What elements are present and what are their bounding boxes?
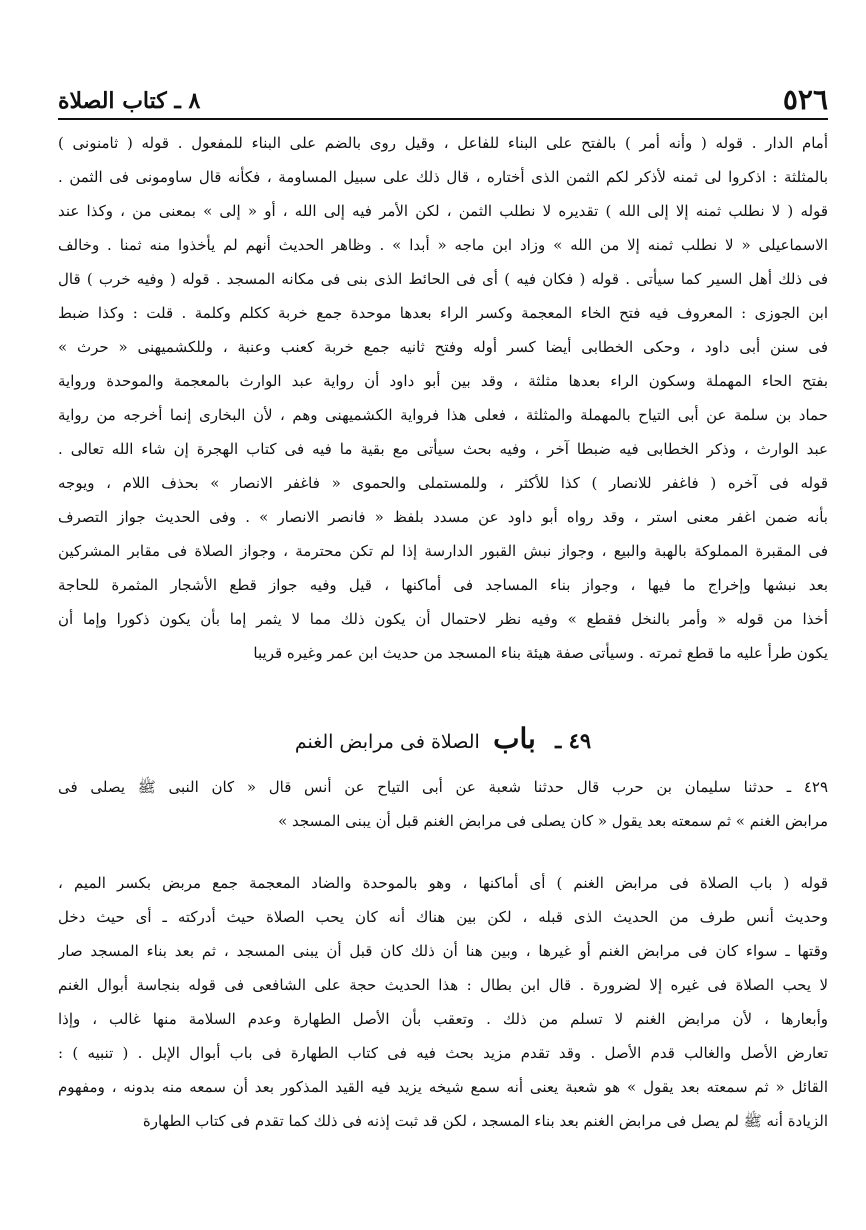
text-line: وحديث أنس طرف من الحديث الذى قبله ، لكن بين هناك أنه كان يحب الصلاة حيث أدركته ـ أى حيث دخل <box>58 908 828 926</box>
text-line: قوله ( لا نطلب ثمنه إلا إلى الله ) تقديره لا نطلب الثمن ، لكن الأمر فيه إلى الله ، أو « إلى » بمعنى من ، وكذا عند <box>58 202 828 220</box>
text-line: بالمثلثة : اذكروا لى ثمنه لأذكر لكم الثمن الذى أختاره ، قال ذلك على سبيل المساومة ، فكأنه قال ساومونى فى الثمن . <box>58 168 828 186</box>
text-line: وأبعارها ، لأن مرابض الغنم لا تسلم من ذلك . وتعقب بأن الأصل الطهارة وعدم السلامة منها غالب ، وإذا <box>58 1010 828 1028</box>
commentary-block-1 <box>58 126 828 670</box>
text-line: بفتح الحاء المهملة وسكون الراء بعدها مثلثة ، وقد بين أبو داود أن رواية عبد الوارث بالمعجمة والموحدة ورواية <box>58 372 828 390</box>
text-line: بعد نبشها وإخراج ما فيها ، وجواز بناء المساجد فى أماكنها ، قيل وفيه جواز قطع الأشجار المثمرة للحاجة <box>58 576 828 594</box>
text-line: القائل « ثم سمعته بعد يقول » هو شعبة يعنى أنه سمع شيخه يزيد فيه القيد المذكور بعد أن سمعه منه بدونه ، ومفهوم <box>58 1078 828 1096</box>
commentary-block-2 <box>58 866 828 1138</box>
hadith-block <box>58 770 828 838</box>
text-line: فى المقبرة المملوكة بالهبة والبيع ، وجواز نبش القبور الدارسة إذا لم تكن محترمة ، وجواز الصلاة فى مقابر المشركين <box>58 542 828 560</box>
text-line: ابن الجوزى : المعروف فيه فتح الخاء المعجمة وكسر الراء بعدها موحدة جمع خربة ككلم وكلمة . قلت : وكذا ضبط <box>58 304 828 322</box>
running-title: ٨ ـ كتاب الصلاة <box>58 88 201 114</box>
text-line: فى سنن أبى داود ، وحكى الخطابى أيضا كسر أوله وفتح ثانيه جمع خربة كعنب وعنبة ، وللكشميهنى « حرث » <box>58 338 828 356</box>
page-number: ٥٢٦ <box>782 83 828 116</box>
text-line: لا يحب الصلاة فى غيره إلا لضرورة . قال ابن بطال : هذا الحديث حجة على الشافعى فى قوله بنجاسة أبوال الغنم <box>58 976 828 994</box>
chapter-bab-label: باب <box>493 722 536 755</box>
hadith-line: ٤٢٩ ـ حدثنا سليمان بن حرب قال حدثنا شعبة عن أبى التياح عن أنس قال « كان النبى ﷺ يصلى فى <box>58 778 828 796</box>
page-header <box>58 82 828 120</box>
chapter-number: ٤٩ ـ <box>555 728 592 753</box>
text-line: قوله فى آخره ( فاغفر للانصار ) كذا للأكثر ، وللمستملى والحموى « فاغفر الانصار » بحذف اللام ، ويوجه <box>58 474 828 492</box>
text-line: فى ذلك أهل السير كما سيأتى . قوله ( فكان فيه ) أى فى الحائط الذى بنى فى مكانه المسجد . قوله ( وفيه خرب ) قال <box>58 270 828 288</box>
text-line: قوله ( باب الصلاة فى مرابض الغنم ) أى أماكنها ، وهو بالموحدة والضاد المعجمة جمع مربض بكسر الميم ، <box>58 874 828 892</box>
chapter-title: الصلاة فى مرابض الغنم <box>294 731 480 753</box>
text-line: تعارض الأصل والغالب قدم الأصل . وقد تقدم مزيد بحث فيه فى كتاب الطهارة فى باب أبوال الإبل . ( تنبيه ) : <box>58 1044 828 1062</box>
text-line: وقتها ـ سواء كان فى مرابض الغنم أو غيرها ، وبين هنا أن ذلك كان قبل أن يبنى المسجد ، ثم بعد بناء المسجد صار <box>58 942 828 960</box>
text-line: حماد بن سلمة عن أبى التياح بالمهملة والمثلثة ، فعلى هذا فرواية الكشميهنى وهم ، لأن البخارى إنما أخرجه من رواية <box>58 406 828 424</box>
hadith-line: مرابض الغنم » ثم سمعته بعد يقول « كان يصلى فى مرابض الغنم قبل أن يبنى المسجد » <box>278 812 828 830</box>
text-line: أخذا من قوله « وأمر بالنخل فقطع » وفيه نظر لاحتمال أن يكون ذلك مما لا يثمر إما بأن يكون ذكورا وإما أن <box>58 610 828 628</box>
text-line: يكون طرأ عليه ما قطع ثمرته . وسيأتى صفة هيئة بناء المسجد من حديث ابن عمر وغيره قريبا <box>253 644 828 662</box>
text-line: عبد الوارث ، وذكر الخطابى فيه ضبطا آخر ، وفيه بحث سيأتى مع بقية ما فيه فى كتاب الهجرة إن شاء الله تعالى . <box>58 440 828 458</box>
text-line: الزيادة أنه ﷺ لم يصل فى مرابض الغنم بعد بناء المسجد ، لكن قد ثبت إذنه فى ذلك كما تقدم فى كتاب الطهارة <box>142 1112 828 1130</box>
chapter-heading <box>58 722 828 755</box>
text-line: الاسماعيلى « لا نطلب ثمنه إلا من الله » وزاد ابن ماجه « أبدا » . وظاهر الحديث أنهم لم يأخذوا منه ثمنا . وخالف <box>58 236 828 254</box>
text-line: أمام الدار . قوله ( وأنه أمر ) بالفتح على البناء للفاعل ، وقيل روى بالضم على البناء للمفعول . قوله ( ثامنونى ) <box>58 134 828 152</box>
text-line: بأنه ضمن اغفر معنى استر ، وقد رواه أبو داود عن مسدد بلفظ « فانصر الانصار » . وفى الحديث جواز التصرف <box>58 508 828 526</box>
